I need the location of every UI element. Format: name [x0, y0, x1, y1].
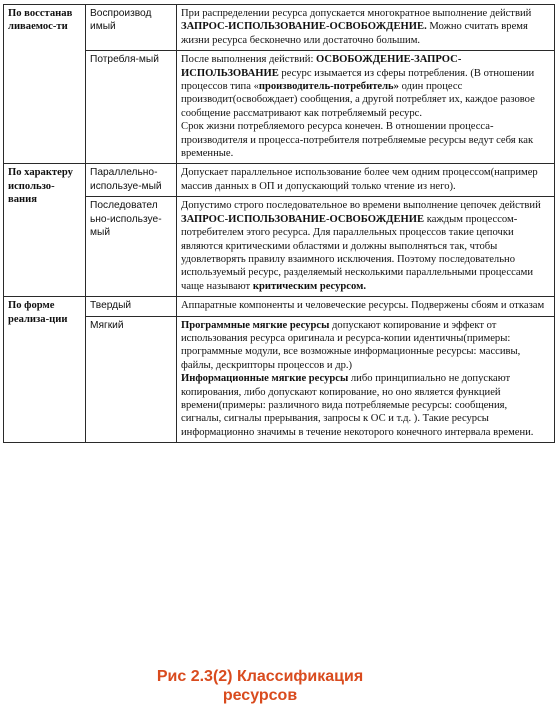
table-body	[4, 5, 555, 443]
bold-term: ЗАПРОС-ИСПОЛЬЗОВАНИЕ-ОСВОБОЖДЕНИЕ	[181, 213, 425, 225]
category-cell: По характеру использо-вания	[4, 164, 86, 297]
category-cell: По форме реализа-ции	[4, 297, 86, 443]
table-row	[4, 51, 555, 164]
caption-line-2: ресурсов	[222, 687, 298, 704]
description-cell	[177, 5, 555, 51]
bold-term: ОСВОБОЖДЕНИЕ-ЗАПРОС-ИСПОЛЬЗОВАНИЕ	[181, 54, 462, 79]
description-cell	[177, 297, 555, 316]
resource-type-cell: Последовател ьно-используе-мый	[86, 197, 177, 297]
description-text: После выполнения действий:	[181, 54, 317, 66]
resource-type-cell: Мягкий	[86, 316, 177, 443]
description-text: один процесс производит(освобождает) сообщения, а другой потребляет их, каждое разовое сообщение рассматривают как потребляемый ресурс.	[181, 81, 535, 119]
resource-classification-table	[3, 4, 555, 443]
resource-type-cell: Параллельно-используе-мый	[86, 164, 177, 197]
description-text: При распределении ресурса допускается многократное выполнение действий	[181, 8, 532, 19]
bold-term: ЗАПРОС-ИСПОЛЬЗОВАНИЕ-ОСВОБОЖДЕНИЕ.	[181, 21, 427, 33]
description-text: Допускает параллельное использование более чем одним процессом(например массив данных в ОП и допускающий только чтение из него).	[181, 167, 538, 192]
description-cell	[177, 197, 555, 297]
description-text: ресурс изымается из сферы потребления. (В отношении процессов типа «	[181, 67, 535, 93]
description-text: либо принципиально не допускают копирования, либо допускают копирование, но оно является функцией времени(примеры: различного вида потребляемые ресурсы: сообщения, сигналы, сигналы прерывания, запросы к ОС и т.д. ). Такие ресурсы информационно значимы в течение некоторого конечного интервала времени.	[181, 373, 534, 438]
description-text: Допустимо строго последовательное во времени выполнение цепочек действий	[181, 200, 541, 212]
table-row	[4, 316, 555, 443]
bold-term: производитель-потребитель»	[258, 81, 399, 93]
bold-term: критическим ресурсом.	[252, 280, 366, 292]
bold-term: Информационные мягкие ресурсы	[181, 373, 349, 385]
description-text: каждым процессом-потребителем этого ресурса. Для параллельных процессов такие цепочки являются критическими областями и должны выполняться так, чтобы удовлетворять правилу взаимного исключения. Поэтому последовательно используемый ресурс, разделяемый несколькими параллельными процессами чаще называют	[181, 213, 534, 292]
bold-term: Программные мягкие ресурсы	[181, 319, 330, 331]
description-text: Срок жизни потребляемого ресурса конечен. В отношении процесса-производителя и процесса-потребителя потребляемые ресурсы ведут себя как временные.	[181, 121, 534, 160]
category-cell: По восстанав ливаемос-ти	[4, 5, 86, 164]
description-cell	[177, 51, 555, 164]
resource-type-cell: Потребля-мый	[86, 51, 177, 164]
table-row	[4, 197, 555, 297]
table-row	[4, 164, 555, 197]
table-row	[4, 297, 555, 316]
description-text: Можно считать время жизни ресурса бесконечно или достаточно большим.	[181, 21, 528, 46]
caption-line-1: Рис 2.3(2) Классификация	[156, 668, 364, 685]
description-cell	[177, 164, 555, 197]
resource-type-cell: Воспроизвод имый	[86, 5, 177, 51]
table-row	[4, 5, 555, 51]
figure-caption	[0, 667, 520, 705]
description-cell	[177, 316, 555, 443]
resource-type-cell: Твердый	[86, 297, 177, 316]
description-text: допускают копирование и эффект от использования ресурса оригинала и ресурса-копии идентичны(примеры: программные модули, все возможные информационные ресурсы: массивы, файлы, дескрипторы процессов и др.)	[181, 319, 521, 371]
description-text: Аппаратные компоненты и человеческие ресурсы. Подвержены сбоям и отказам	[181, 300, 545, 312]
